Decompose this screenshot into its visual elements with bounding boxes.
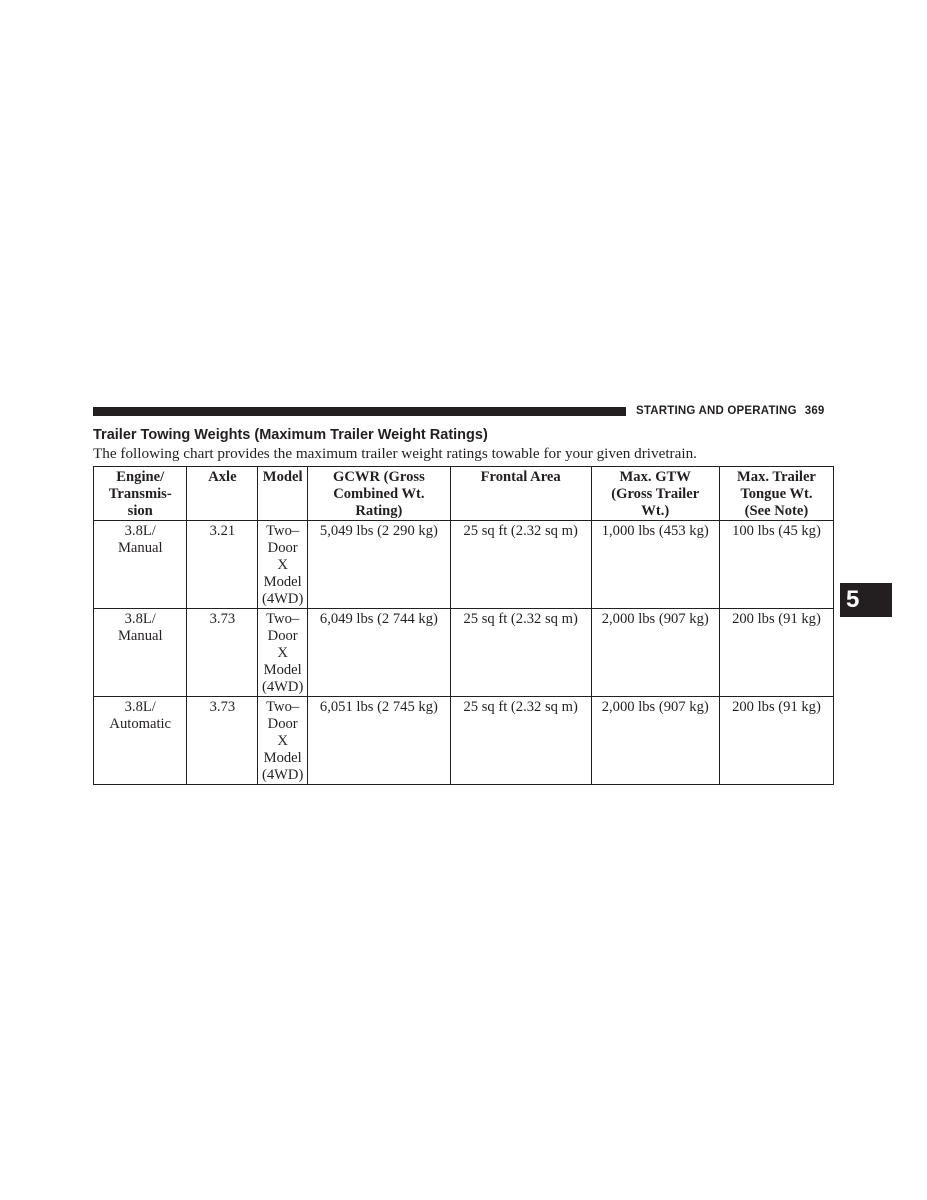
page-number: 369: [804, 405, 825, 417]
section-title: Trailer Towing Weights (Maximum Trailer Weight Ratings): [93, 427, 488, 443]
chapter-tab: 5: [840, 583, 892, 617]
running-header: [636, 405, 825, 417]
table-row: [94, 521, 834, 609]
cell-engine: 3.8L/ Manual: [94, 521, 187, 609]
cell-engine: 3.8L/ Automatic: [94, 697, 187, 785]
cell-tongue-weight: 200 lbs (91 kg): [719, 609, 833, 697]
header-model: Model: [258, 467, 308, 521]
cell-model: Two– Door X Model (4WD): [258, 697, 308, 785]
header-axle: Axle: [187, 467, 258, 521]
header-gcwr: GCWR (Gross Combined Wt. Rating): [308, 467, 451, 521]
cell-max-gtw: 2,000 lbs (907 kg): [591, 697, 719, 785]
cell-frontal-area: 25 sq ft (2.32 sq m): [450, 521, 591, 609]
cell-axle: 3.73: [187, 697, 258, 785]
cell-axle: 3.73: [187, 609, 258, 697]
table-header-row: [94, 467, 834, 521]
cell-model: Two– Door X Model (4WD): [258, 609, 308, 697]
header-frontal-area: Frontal Area: [450, 467, 591, 521]
header-rule: [93, 407, 626, 416]
cell-frontal-area: 25 sq ft (2.32 sq m): [450, 609, 591, 697]
cell-gcwr: 5,049 lbs (2 290 kg): [308, 521, 451, 609]
table-row: [94, 697, 834, 785]
cell-gcwr: 6,049 lbs (2 744 kg): [308, 609, 451, 697]
cell-frontal-area: 25 sq ft (2.32 sq m): [450, 697, 591, 785]
cell-axle: 3.21: [187, 521, 258, 609]
header-max-gtw: Max. GTW (Gross Trailer Wt.): [591, 467, 719, 521]
cell-model: Two– Door X Model (4WD): [258, 521, 308, 609]
cell-gcwr: 6,051 lbs (2 745 kg): [308, 697, 451, 785]
header-engine-transmission: Engine/ Transmis- sion: [94, 467, 187, 521]
cell-tongue-weight: 100 lbs (45 kg): [719, 521, 833, 609]
header-section-title: STARTING AND OPERATING: [636, 405, 797, 417]
towing-weights-table: [93, 466, 834, 785]
cell-max-gtw: 2,000 lbs (907 kg): [591, 609, 719, 697]
intro-paragraph: The following chart provides the maximum trailer weight ratings towable for your given drivetrain.: [93, 445, 697, 462]
cell-tongue-weight: 200 lbs (91 kg): [719, 697, 833, 785]
cell-engine: 3.8L/ Manual: [94, 609, 187, 697]
header-max-tongue-weight: Max. Trailer Tongue Wt. (See Note): [719, 467, 833, 521]
cell-max-gtw: 1,000 lbs (453 kg): [591, 521, 719, 609]
table-row: [94, 609, 834, 697]
